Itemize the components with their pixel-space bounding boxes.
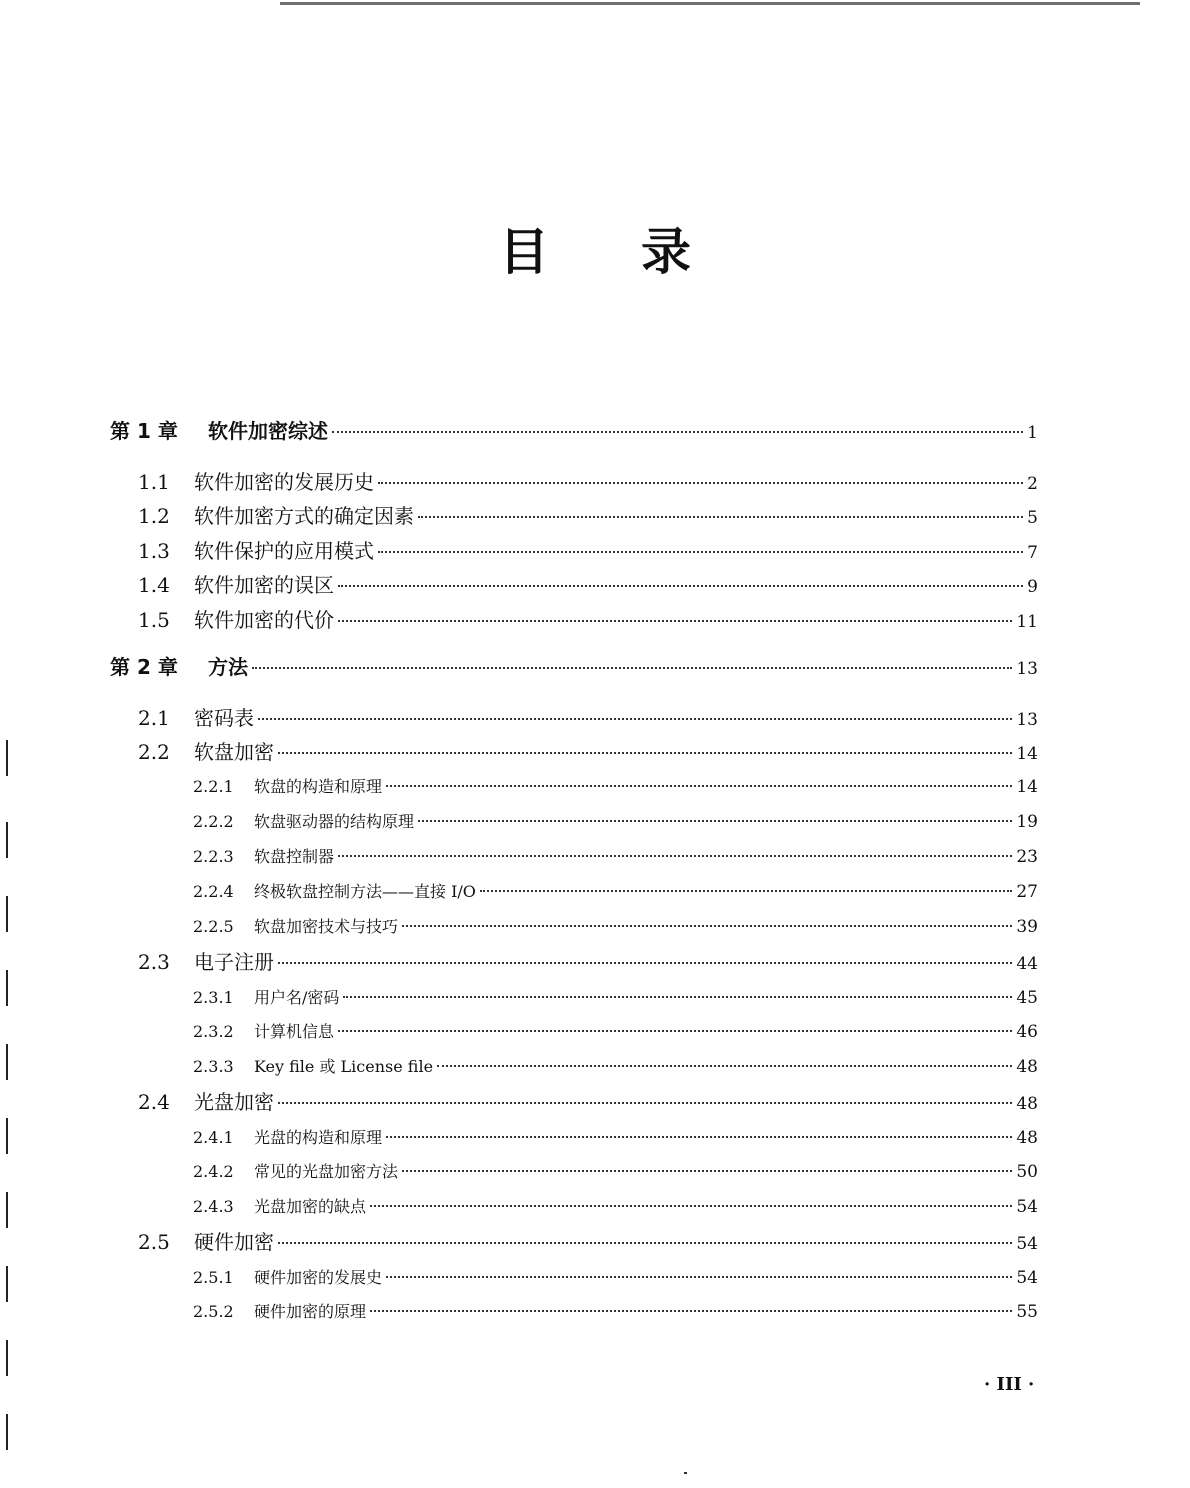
scan-margin-mark xyxy=(6,1192,8,1228)
toc-entry-2-3-1 xyxy=(193,985,1038,1008)
scan-speck xyxy=(684,1472,687,1474)
dot-leader xyxy=(418,516,1023,518)
dot-leader xyxy=(402,1170,1012,1172)
toc-entry-page: 7 xyxy=(1027,543,1038,563)
toc-entry-title: 电子注册 xyxy=(194,950,274,974)
toc-entry-page: 54 xyxy=(1016,1234,1038,1254)
toc-entry-number: 2.2.3 xyxy=(193,847,234,866)
toc-entry-2-3-2 xyxy=(193,1019,1038,1042)
toc-entry-2-2-4 xyxy=(193,879,1038,902)
toc-entry-number: 1.1 xyxy=(138,470,170,494)
dot-leader xyxy=(332,431,1023,433)
title-char-left: 目 xyxy=(499,223,549,281)
toc-entry-number: 2.3.3 xyxy=(193,1057,234,1076)
toc-entry-title: 软件加密的误区 xyxy=(194,573,334,597)
dot-leader xyxy=(343,996,1012,998)
dot-leader xyxy=(386,1136,1012,1138)
toc-entry-page: 14 xyxy=(1016,744,1038,764)
toc-entry-page: 1 xyxy=(1027,423,1038,443)
toc-entry-page: 23 xyxy=(1016,847,1038,867)
toc-entry-page: 13 xyxy=(1016,659,1038,679)
toc-entry-number: 2.3.2 xyxy=(193,1022,234,1041)
toc-entry-title: 软件加密的发展历史 xyxy=(194,470,374,494)
toc-entry-page: 44 xyxy=(1016,954,1038,974)
toc-entry-number: 2.4 xyxy=(138,1090,170,1114)
toc-entry-title: 用户名/密码 xyxy=(254,988,340,1007)
toc-entry-number: 2.4.1 xyxy=(193,1128,234,1147)
toc-entry-title: 光盘加密 xyxy=(194,1090,274,1114)
toc-entry-page: 27 xyxy=(1016,882,1038,902)
toc-entry-number: 2.2.4 xyxy=(193,882,234,901)
dot-leader xyxy=(278,1242,1012,1244)
toc-entry-page: 14 xyxy=(1016,777,1038,797)
dot-leader xyxy=(437,1065,1012,1067)
dot-leader xyxy=(338,855,1012,857)
toc-entry-2-4-3 xyxy=(193,1194,1038,1217)
toc-entry-2-5-1 xyxy=(193,1265,1038,1288)
toc-entry-title: 终极软盘控制方法——直接 I/O xyxy=(254,882,476,901)
toc-entry-page: 11 xyxy=(1016,612,1038,632)
toc-entry-1-1 xyxy=(138,466,1038,495)
dot-leader xyxy=(402,925,1012,927)
toc-entry-2-5 xyxy=(138,1226,1038,1255)
toc-entry-number: 2.5.1 xyxy=(193,1268,234,1287)
toc-entry-title: 软盘驱动器的结构原理 xyxy=(254,812,415,831)
toc-entry-number: 2.2.2 xyxy=(193,812,234,831)
toc-entry-2-4-2 xyxy=(193,1159,1038,1182)
dot-leader xyxy=(370,1310,1012,1312)
toc-entry-2-2 xyxy=(138,736,1038,765)
dot-leader xyxy=(370,1205,1012,1207)
toc-entry-2-3-3 xyxy=(193,1054,1038,1077)
toc-entry-number: 第 1 章 xyxy=(110,419,178,443)
toc-entry-number: 1.2 xyxy=(138,504,170,528)
toc-entry-number: 2.4.2 xyxy=(193,1162,234,1181)
dot-leader xyxy=(378,551,1023,553)
scan-margin-mark xyxy=(6,822,8,858)
dot-leader xyxy=(378,482,1023,484)
title-char-right: 录 xyxy=(641,223,691,281)
scan-margin-mark xyxy=(6,970,8,1006)
toc-entry-page: 48 xyxy=(1016,1128,1038,1148)
toc-entry-title: Key file 或 License file xyxy=(254,1057,434,1076)
toc-entry-title: 常见的光盘加密方法 xyxy=(254,1162,399,1181)
toc-entry-page: 46 xyxy=(1016,1022,1038,1042)
dot-leader xyxy=(338,1030,1012,1032)
toc-entry-1-2 xyxy=(138,500,1038,529)
toc-entry-title: 光盘的构造和原理 xyxy=(254,1128,383,1147)
toc-entry-title: 密码表 xyxy=(194,706,254,730)
header-rule xyxy=(280,2,1140,10)
toc-entry-page: 48 xyxy=(1016,1057,1038,1077)
toc-entry-number: 1.5 xyxy=(138,608,170,632)
toc-entry-number: 2.3.1 xyxy=(193,988,234,1007)
dot-leader xyxy=(258,718,1012,720)
toc-entry-page: 9 xyxy=(1027,577,1038,597)
toc-entry-page: 2 xyxy=(1027,474,1038,494)
toc-entry-number: 1.3 xyxy=(138,539,170,563)
toc-entry-page: 54 xyxy=(1016,1197,1038,1217)
dot-leader xyxy=(338,585,1023,587)
scan-margin-mark xyxy=(6,1414,8,1450)
toc-entry-title: 软件加密方式的确定因素 xyxy=(194,504,414,528)
toc-entry-page: 50 xyxy=(1016,1162,1038,1182)
scan-margin-mark xyxy=(6,896,8,932)
toc-entry-2-2-2 xyxy=(193,809,1038,832)
dot-leader xyxy=(278,962,1012,964)
toc-entry-2-2-3 xyxy=(193,844,1038,867)
toc-entry-page: 55 xyxy=(1016,1302,1038,1322)
toc-entry-1-5 xyxy=(138,604,1038,633)
toc-entry-1-3 xyxy=(138,535,1038,564)
toc-entry-number: 2.2.1 xyxy=(193,777,234,796)
toc-entry-2-5-2 xyxy=(193,1299,1038,1322)
toc-entry-title: 硬件加密 xyxy=(194,1230,274,1254)
toc-entry-2-1 xyxy=(138,702,1038,731)
dot-leader xyxy=(338,620,1012,622)
scan-margin-mark xyxy=(6,1340,8,1376)
toc-entry-number: 2.5 xyxy=(138,1230,170,1254)
toc-entry-number: 2.2 xyxy=(138,740,170,764)
toc-entry-title: 软件加密的代价 xyxy=(194,608,334,632)
toc-entry-page: 39 xyxy=(1016,917,1038,937)
dot-leader xyxy=(418,820,1012,822)
toc-entry-chapter-1 xyxy=(110,415,1038,444)
toc-entry-title: 软盘加密 xyxy=(194,740,274,764)
page-number: · III · xyxy=(984,1374,1035,1395)
toc-entry-2-2-5 xyxy=(193,914,1038,937)
scan-margin-mark xyxy=(6,1118,8,1154)
toc-entry-page: 5 xyxy=(1027,508,1038,528)
toc-entry-title: 软盘控制器 xyxy=(254,847,335,866)
toc-entry-page: 45 xyxy=(1016,988,1038,1008)
toc-entry-number: 第 2 章 xyxy=(110,655,178,679)
toc-entry-1-4 xyxy=(138,569,1038,598)
dot-leader xyxy=(252,667,1012,669)
dot-leader xyxy=(480,890,1012,892)
toc-entry-2-3 xyxy=(138,946,1038,975)
dot-leader xyxy=(278,752,1012,754)
toc-entry-chapter-2 xyxy=(110,651,1038,680)
toc-entry-page: 19 xyxy=(1016,812,1038,832)
toc-entry-title: 软件保护的应用模式 xyxy=(194,539,374,563)
toc-entry-title: 计算机信息 xyxy=(254,1022,335,1041)
toc-entry-title: 硬件加密的原理 xyxy=(254,1302,367,1321)
dot-leader xyxy=(386,785,1012,787)
toc-entry-number: 1.4 xyxy=(138,573,170,597)
page-title xyxy=(0,212,1190,284)
toc-entry-number: 2.1 xyxy=(138,706,170,730)
toc-entry-page: 54 xyxy=(1016,1268,1038,1288)
toc-entry-2-4 xyxy=(138,1086,1038,1115)
toc-entry-number: 2.4.3 xyxy=(193,1197,234,1216)
toc-entry-number: 2.2.5 xyxy=(193,917,234,936)
scan-margin-mark xyxy=(6,1266,8,1302)
toc-entry-number: 2.3 xyxy=(138,950,170,974)
dot-leader xyxy=(278,1102,1012,1104)
toc-entry-number: 2.5.2 xyxy=(193,1302,234,1321)
toc-entry-title: 软件加密综述 xyxy=(208,419,328,443)
toc-entry-title: 光盘加密的缺点 xyxy=(254,1197,367,1216)
toc-entry-title: 软盘加密技术与技巧 xyxy=(254,917,399,936)
toc-entry-page: 13 xyxy=(1016,710,1038,730)
toc-entry-page: 48 xyxy=(1016,1094,1038,1114)
toc-entry-2-4-1 xyxy=(193,1125,1038,1148)
toc-entry-title: 硬件加密的发展史 xyxy=(254,1268,383,1287)
scan-margin-mark xyxy=(6,1044,8,1080)
dot-leader xyxy=(386,1276,1012,1278)
scan-margin-mark xyxy=(6,740,8,776)
toc-entry-title: 方法 xyxy=(208,655,248,679)
toc-entry-title: 软盘的构造和原理 xyxy=(254,777,383,796)
toc-entry-2-2-1 xyxy=(193,774,1038,797)
